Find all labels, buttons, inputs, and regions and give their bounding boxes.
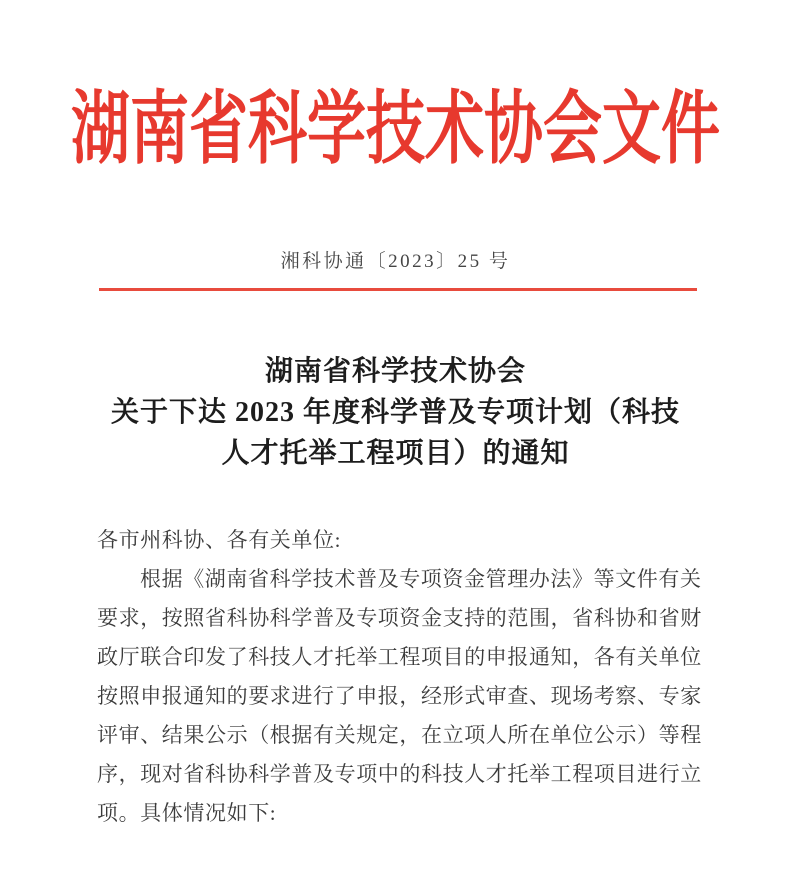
- document-number: 湘科协通〔2023〕25 号: [280, 251, 511, 272]
- notice-title-line-2: 关于下达 2023 年度科学普及专项计划（科技: [110, 397, 680, 428]
- notice-title-line-3: 人才托举工程项目）的通知: [221, 438, 570, 469]
- body-line: 评审、结果公示（根据有关规定，在立项人所在单位公示）等程: [97, 723, 702, 747]
- body-line: 按照申报通知的要求进行了申报，经形式审查、现场考察、专家: [97, 684, 702, 708]
- salutation-line: 各市州科协、各有关单位:: [97, 528, 342, 552]
- masthead: [0, 84, 791, 174]
- red-divider-rule: [99, 288, 697, 291]
- body-line: 要求，按照省科协科学普及专项资金支持的范围，省科协和省财: [97, 606, 702, 630]
- masthead-title-text: 湖南省科学技术协会文件: [70, 84, 720, 174]
- body-line: 根据《湖南省科学技术普及专项资金管理办法》等文件有关: [140, 567, 702, 591]
- body-line: 项。具体情况如下:: [97, 801, 277, 825]
- notice-title: [45, 351, 746, 474]
- body-line: 政厅联合印发了科技人才托举工程项目的申报通知，各有关单位: [97, 645, 702, 669]
- notice-body: [97, 521, 703, 833]
- notice-title-line-1: 湖南省科学技术协会: [264, 356, 526, 387]
- body-line: 序，现对省科协科学普及专项中的科技人才托举工程项目进行立: [97, 762, 702, 786]
